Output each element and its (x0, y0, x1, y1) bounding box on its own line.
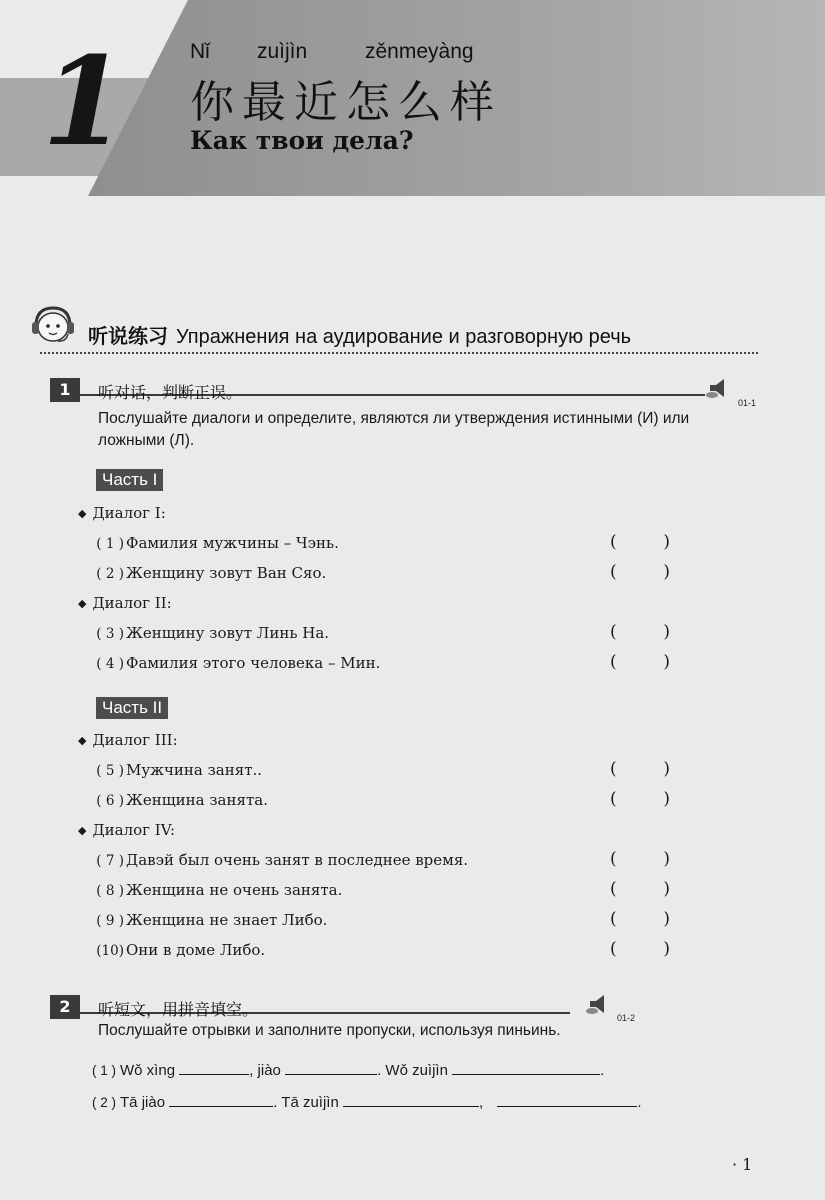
answer-slot[interactable]: ( ) (610, 879, 670, 899)
diamond-bullet-icon: ◆ (78, 597, 87, 610)
statement-item: ( 4 ) Фамилия этого человека – Мин. (96, 654, 381, 672)
answer-slot[interactable]: ( ) (610, 909, 670, 929)
dialog-label: ◆ Диалог II: (78, 594, 172, 612)
section-title-cn: 听说练习 (88, 324, 168, 348)
exercise2-instruction: Послушайте отрывки и заполните пропуски, используя пиньинь. (98, 1022, 561, 1039)
statement-item: ( 1 ) Фамилия мужчины – Чэнь. (96, 534, 339, 552)
answer-slot[interactable]: ( ) (610, 939, 670, 959)
answer-slot[interactable]: ( ) (610, 759, 670, 779)
section-title-ru: Упражнения на аудирование и разговорную речь (176, 326, 632, 348)
dialog-label: ◆ Диалог IV: (78, 821, 176, 839)
blank-field[interactable] (179, 1060, 249, 1075)
dialog-label: ◆ Диалог I: (78, 504, 166, 522)
lesson-title-cn: 你最近怎么样 (190, 77, 502, 128)
lesson-number: 1 (42, 29, 127, 173)
blank-field[interactable] (452, 1060, 600, 1075)
exercise2-number: 2 (50, 995, 80, 1019)
statement-item: (10) Они в доме Либо. (96, 941, 266, 959)
fill-line: ( 1 ) Wǒ xìng , jiào . Wǒ zuìjìn . (92, 1062, 605, 1079)
answer-slot[interactable]: ( ) (610, 532, 670, 552)
statement-item: ( 2 ) Женщину зовут Ван Сяо. (96, 564, 327, 582)
diamond-bullet-icon: ◆ (78, 824, 87, 837)
exercise2-title-cn: 听短文，用拼音填空。 (98, 1000, 259, 1019)
fill-line: ( 2 ) Tā jiào . Tā zuìjìn , . (92, 1094, 642, 1111)
statement-item: ( 3 ) Женщину зовут Линь На. (96, 624, 330, 642)
exercise1-instruction: Послушайте диалоги и определите, являются ли утверждения истинными (И) или ложными (Л). (98, 410, 690, 449)
audio-speaker-icon[interactable] (706, 377, 730, 399)
exercise1-title-cn: 听对话，判断正误。 (98, 383, 243, 402)
blank-field[interactable] (343, 1092, 479, 1107)
diamond-bullet-icon: ◆ (78, 507, 87, 520)
part-label: Часть II (96, 697, 168, 719)
section-title (88, 320, 631, 349)
answer-slot[interactable]: ( ) (610, 789, 670, 809)
exercise1-number: 1 (50, 378, 80, 402)
statement-item: ( 5 ) Мужчина занят.. (96, 761, 263, 779)
audio-track-label: 01-1 (738, 398, 757, 408)
blank-field[interactable] (285, 1060, 377, 1075)
audio-track-label: 01-2 (617, 1013, 636, 1023)
answer-slot[interactable]: ( ) (610, 622, 670, 642)
lesson-title-ru: Как твои дела? (190, 126, 414, 155)
answer-slot[interactable]: ( ) (610, 849, 670, 869)
diamond-bullet-icon: ◆ (78, 734, 87, 747)
section-divider (40, 352, 758, 354)
blank-field[interactable] (169, 1092, 273, 1107)
statement-item: ( 6 ) Женщина занята. (96, 791, 268, 809)
statement-item: ( 8 ) Женщина не очень занята. (96, 881, 343, 899)
statement-item: ( 9 ) Женщина не знает Либо. (96, 911, 328, 929)
answer-slot[interactable]: ( ) (610, 562, 670, 582)
pinyin-ni: Nǐ (190, 40, 210, 63)
audio-speaker-icon[interactable] (586, 993, 610, 1015)
blank-field[interactable] (497, 1092, 637, 1107)
pinyin-zuijin: zuìjìn (257, 40, 308, 63)
answer-slot[interactable]: ( ) (610, 652, 670, 672)
statement-item: ( 7 ) Давэй был очень занят в последнее время. (96, 851, 469, 869)
page-number: · 1 (732, 1155, 753, 1174)
headphones-mascot-icon (28, 302, 78, 346)
pinyin-zenmeyang: zěnmeyàng (365, 40, 474, 63)
dialog-label: ◆ Диалог III: (78, 731, 178, 749)
part-label: Часть I (96, 469, 163, 491)
